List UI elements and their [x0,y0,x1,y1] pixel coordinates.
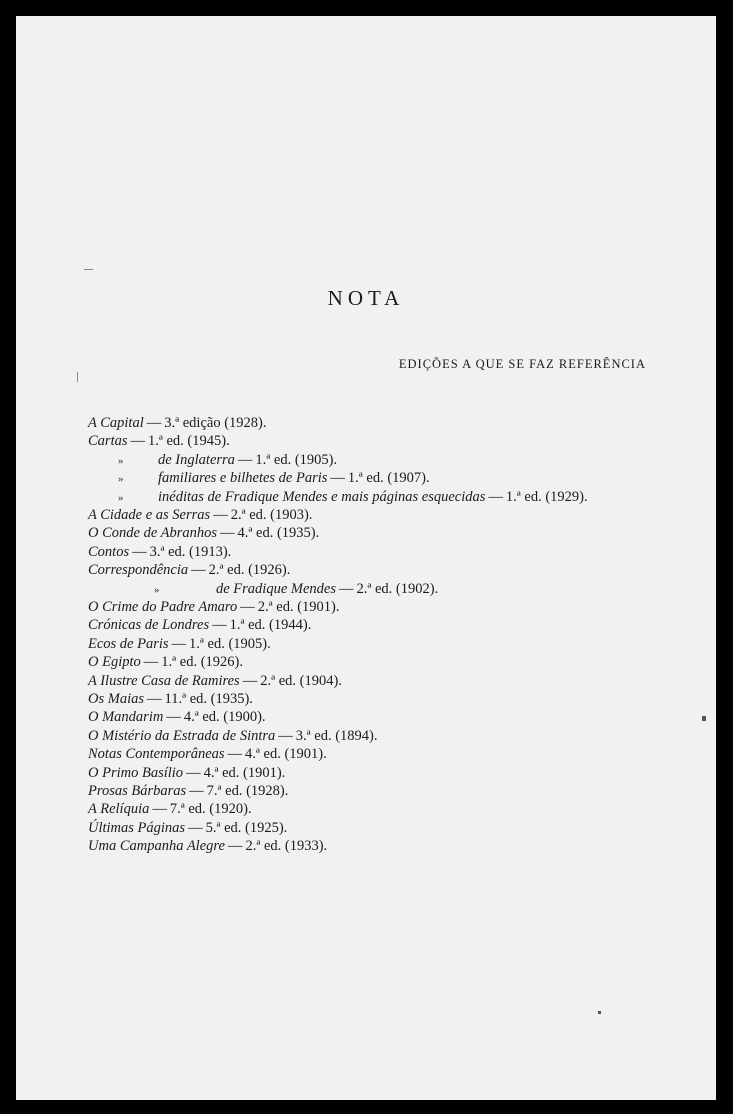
dash-separator: — [339,580,354,597]
work-title: Últimas Páginas [88,819,186,836]
dash-separator: — [242,672,258,689]
list-item [118,469,430,488]
dash-separator: — [188,819,203,836]
page-subtitle: EDIÇÕES A QUE SE FAZ REFERÊNCIA [398,357,646,371]
work-title: Correspondência [88,562,189,579]
dash-separator: — [152,801,167,818]
dash-separator: — [146,415,162,431]
edition-info: 1.ª ed. (1944). [229,617,312,634]
list-item [88,414,266,432]
edition-info: 2.ª ed. (1926). [208,562,291,579]
list-item [154,580,438,599]
work-title: familiares e bilhetes de Paris [158,470,328,487]
edition-info: 3.ª edição (1928). [164,415,267,431]
dash-separator: — [213,507,228,523]
edition-info: 1.ª ed. (1905). [189,635,271,652]
edition-info: 2.ª ed. (1903). [230,507,313,523]
dash-separator: — [488,488,503,505]
work-title: O Egipto [88,654,141,671]
list-item [88,727,378,745]
edition-info: 2.ª ed. (1901). [257,599,340,615]
edition-info: 1.ª ed. (1907). [347,470,430,487]
list-item [88,672,342,690]
list-item [118,451,337,470]
edition-info: 1.ª ed. (1905). [255,451,338,468]
scan-speck [77,372,78,382]
list-item [88,561,290,579]
work-title: Ecos de Paris [88,635,169,652]
edition-info: 1.ª ed. (1945). [148,433,230,450]
work-title: Contos [88,543,130,560]
dash-separator: — [240,599,255,615]
work-title: inéditas de Fradique Mendes e mais páginas esquecidas [158,488,486,505]
work-title: A Capital [88,415,144,431]
list-item [88,690,253,708]
list-item [88,543,231,561]
work-title: O Crime do Padre Amaro [88,599,238,615]
document-page [16,16,716,1100]
edition-info: 4.ª ed. (1935). [237,525,320,542]
edition-info: 7.ª ed. (1928). [206,783,289,799]
edition-info: 5.ª ed. (1925). [205,819,288,836]
edition-info: 11.ª ed. (1935). [164,691,253,707]
dash-separator: — [227,746,243,763]
dash-separator: — [186,764,201,781]
work-title: de Inglaterra [158,451,235,468]
dash-separator: — [132,543,147,560]
work-title: O Mandarim [88,709,164,726]
dash-separator: — [147,691,162,707]
edition-info: 1.ª ed. (1929). [505,488,588,505]
work-title: O Conde de Abranhos [88,525,218,542]
edition-info: 4.ª ed. (1901). [203,764,286,781]
work-title: O Mistério da Estrada de Sintra [88,727,276,744]
work-title: Uma Campanha Alegre [88,838,225,855]
ditto-mark: » [118,473,124,486]
list-item [88,708,266,726]
list-item [88,745,327,763]
list-item [88,800,252,818]
edition-info: 4.ª ed. (1900). [183,709,266,726]
dash-separator: — [171,635,187,652]
work-title: A Cidade e as Serras [88,507,211,523]
list-item [88,616,311,634]
work-title: A Relíquia [88,801,150,818]
edition-info: 7.ª ed. (1920). [169,801,252,818]
dash-separator: — [130,433,145,450]
list-item [88,598,340,616]
list-item [88,506,312,524]
ditto-mark: » [154,583,160,596]
page-title: NOTA [327,286,405,310]
work-title: A Ilustre Casa de Ramires [88,672,240,689]
list-item [88,837,327,855]
list-item [88,653,243,671]
list-item [88,635,271,653]
dash-separator: — [191,562,206,579]
work-title: Prosas Bárbaras [88,783,187,799]
edition-info: 3.ª ed. (1894). [295,727,378,744]
dash-separator: — [189,783,204,799]
list-item [88,764,285,782]
dash-separator: — [330,470,345,487]
dash-separator: — [166,709,181,726]
edition-info: 2.ª ed. (1933). [245,838,328,855]
dash-separator: — [237,451,253,468]
dash-separator: — [220,525,235,542]
scan-speck [702,716,706,721]
work-title: Notas Contemporâneas [88,746,225,763]
edition-info: 1.ª ed. (1926). [161,654,243,671]
scan-speck [598,1011,601,1014]
edition-info: 2.ª ed. (1902). [356,580,439,597]
dash-separator: — [227,838,243,855]
dash-separator: — [212,617,227,634]
edition-info: 3.ª ed. (1913). [149,543,232,560]
edition-info: 4.ª ed. (1901). [245,746,327,763]
work-title: Crónicas de Londres [88,617,210,634]
list-item [88,432,230,450]
ditto-mark: » [118,491,124,504]
ditto-mark: » [118,454,124,467]
list-item [88,524,319,542]
work-title: de Fradique Mendes [216,580,336,597]
work-title: O Primo Basílio [88,764,184,781]
list-item [88,819,287,837]
scan-speck [84,269,93,270]
work-title: Cartas [88,433,128,450]
list-item [118,488,588,507]
edition-info: 2.ª ed. (1904). [260,672,342,689]
work-title: Os Maias [88,691,144,707]
dash-separator: — [143,654,159,671]
dash-separator: — [278,727,293,744]
list-item [88,782,288,800]
